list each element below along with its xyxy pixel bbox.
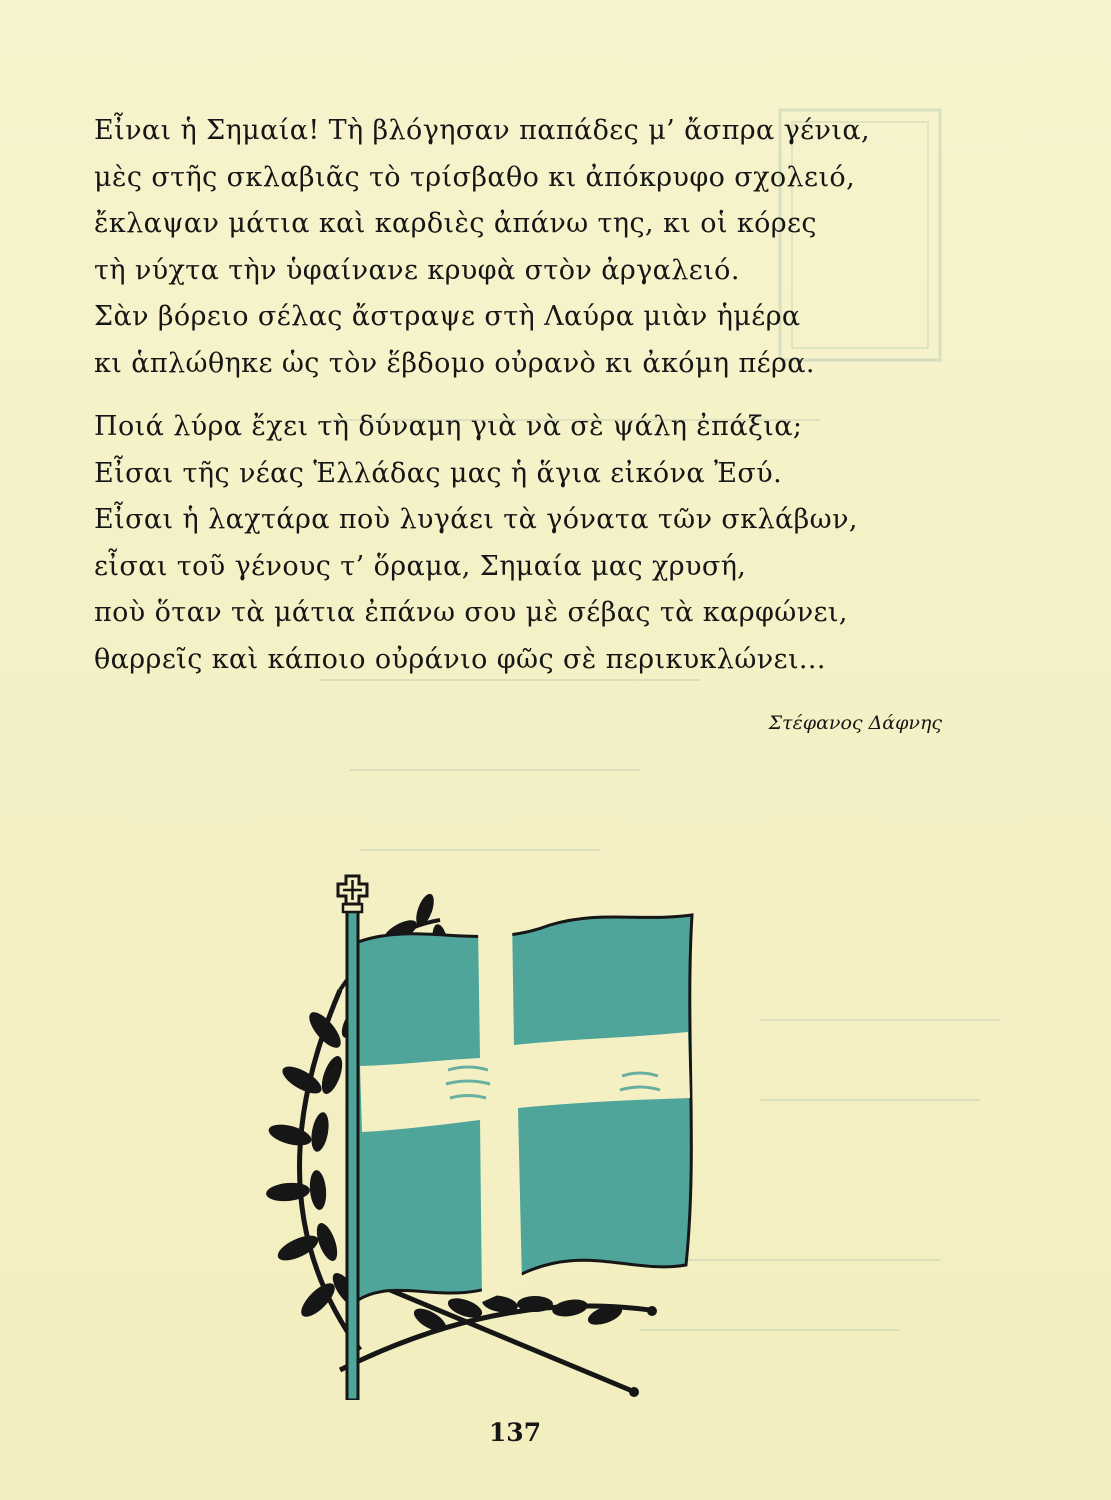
poem-line: κι ἁπλώθηκε ὡς τὸν ἕβδομο οὐρανὸ κι ἀκόμη πέρα. [94, 347, 815, 379]
poem-line: Ποιά λύρα ἔχει τὴ δύναμη γιὰ νὰ σὲ ψάλη ἐπάξια; [94, 411, 803, 442]
poem-stanza-1 [94, 108, 994, 387]
poem-line: μὲς στῆς σκλαβιᾶς τὸ τρίσβαθο κι ἀπόκρυφο σχολειό, [94, 161, 856, 193]
author-signature: Στέφανος Δάφνης [768, 712, 942, 734]
poem-line: τὴ νύχτα τὴν ὑφαίνανε κρυφὰ στὸν ἀργαλειό. [94, 254, 740, 286]
greek-flag-icon [358, 915, 692, 1302]
page-number: 137 [488, 1418, 542, 1447]
poem-line: ποὺ ὅταν τὰ μάτια ἐπάνω σου μὲ σέβας τὰ καρφώνει, [94, 597, 848, 628]
poem-line: Εἶναι ἡ Σημαία! Τὴ βλόγησαν παπάδες μ’ ἄσπρα γένια, [94, 115, 870, 146]
poem-line: Σὰν βόρειο σέλας ἄστραψε στὴ Λαύρα μιὰν ἡμέρα [94, 301, 801, 332]
poem-line: ἔκλαψαν μάτια καὶ καρδιὲς ἀπάνω της, κι οἱ κόρες [94, 208, 817, 239]
poem-line: Εἶσαι ἡ λαχτάρα ποὺ λυγάει τὰ γόνατα τῶν σκλάβων, [94, 504, 858, 535]
poem-line: θαρρεῖς καὶ κάποιο οὐράνιο φῶς σὲ περικυκλώνει... [94, 643, 826, 675]
greek-flag-with-laurel-wreath-icon [250, 870, 710, 1400]
poem-stanza-2 [94, 404, 994, 683]
poem-line: Εἶσαι τῆς νέας Ἑλλάδας μας ἡ ἅγια εἰκόνα Ἐσύ. [94, 457, 783, 489]
poem-line: εἶσαι τοῦ γένους τ’ ὅραμα, Σημαία μας χρυσή, [94, 550, 747, 582]
